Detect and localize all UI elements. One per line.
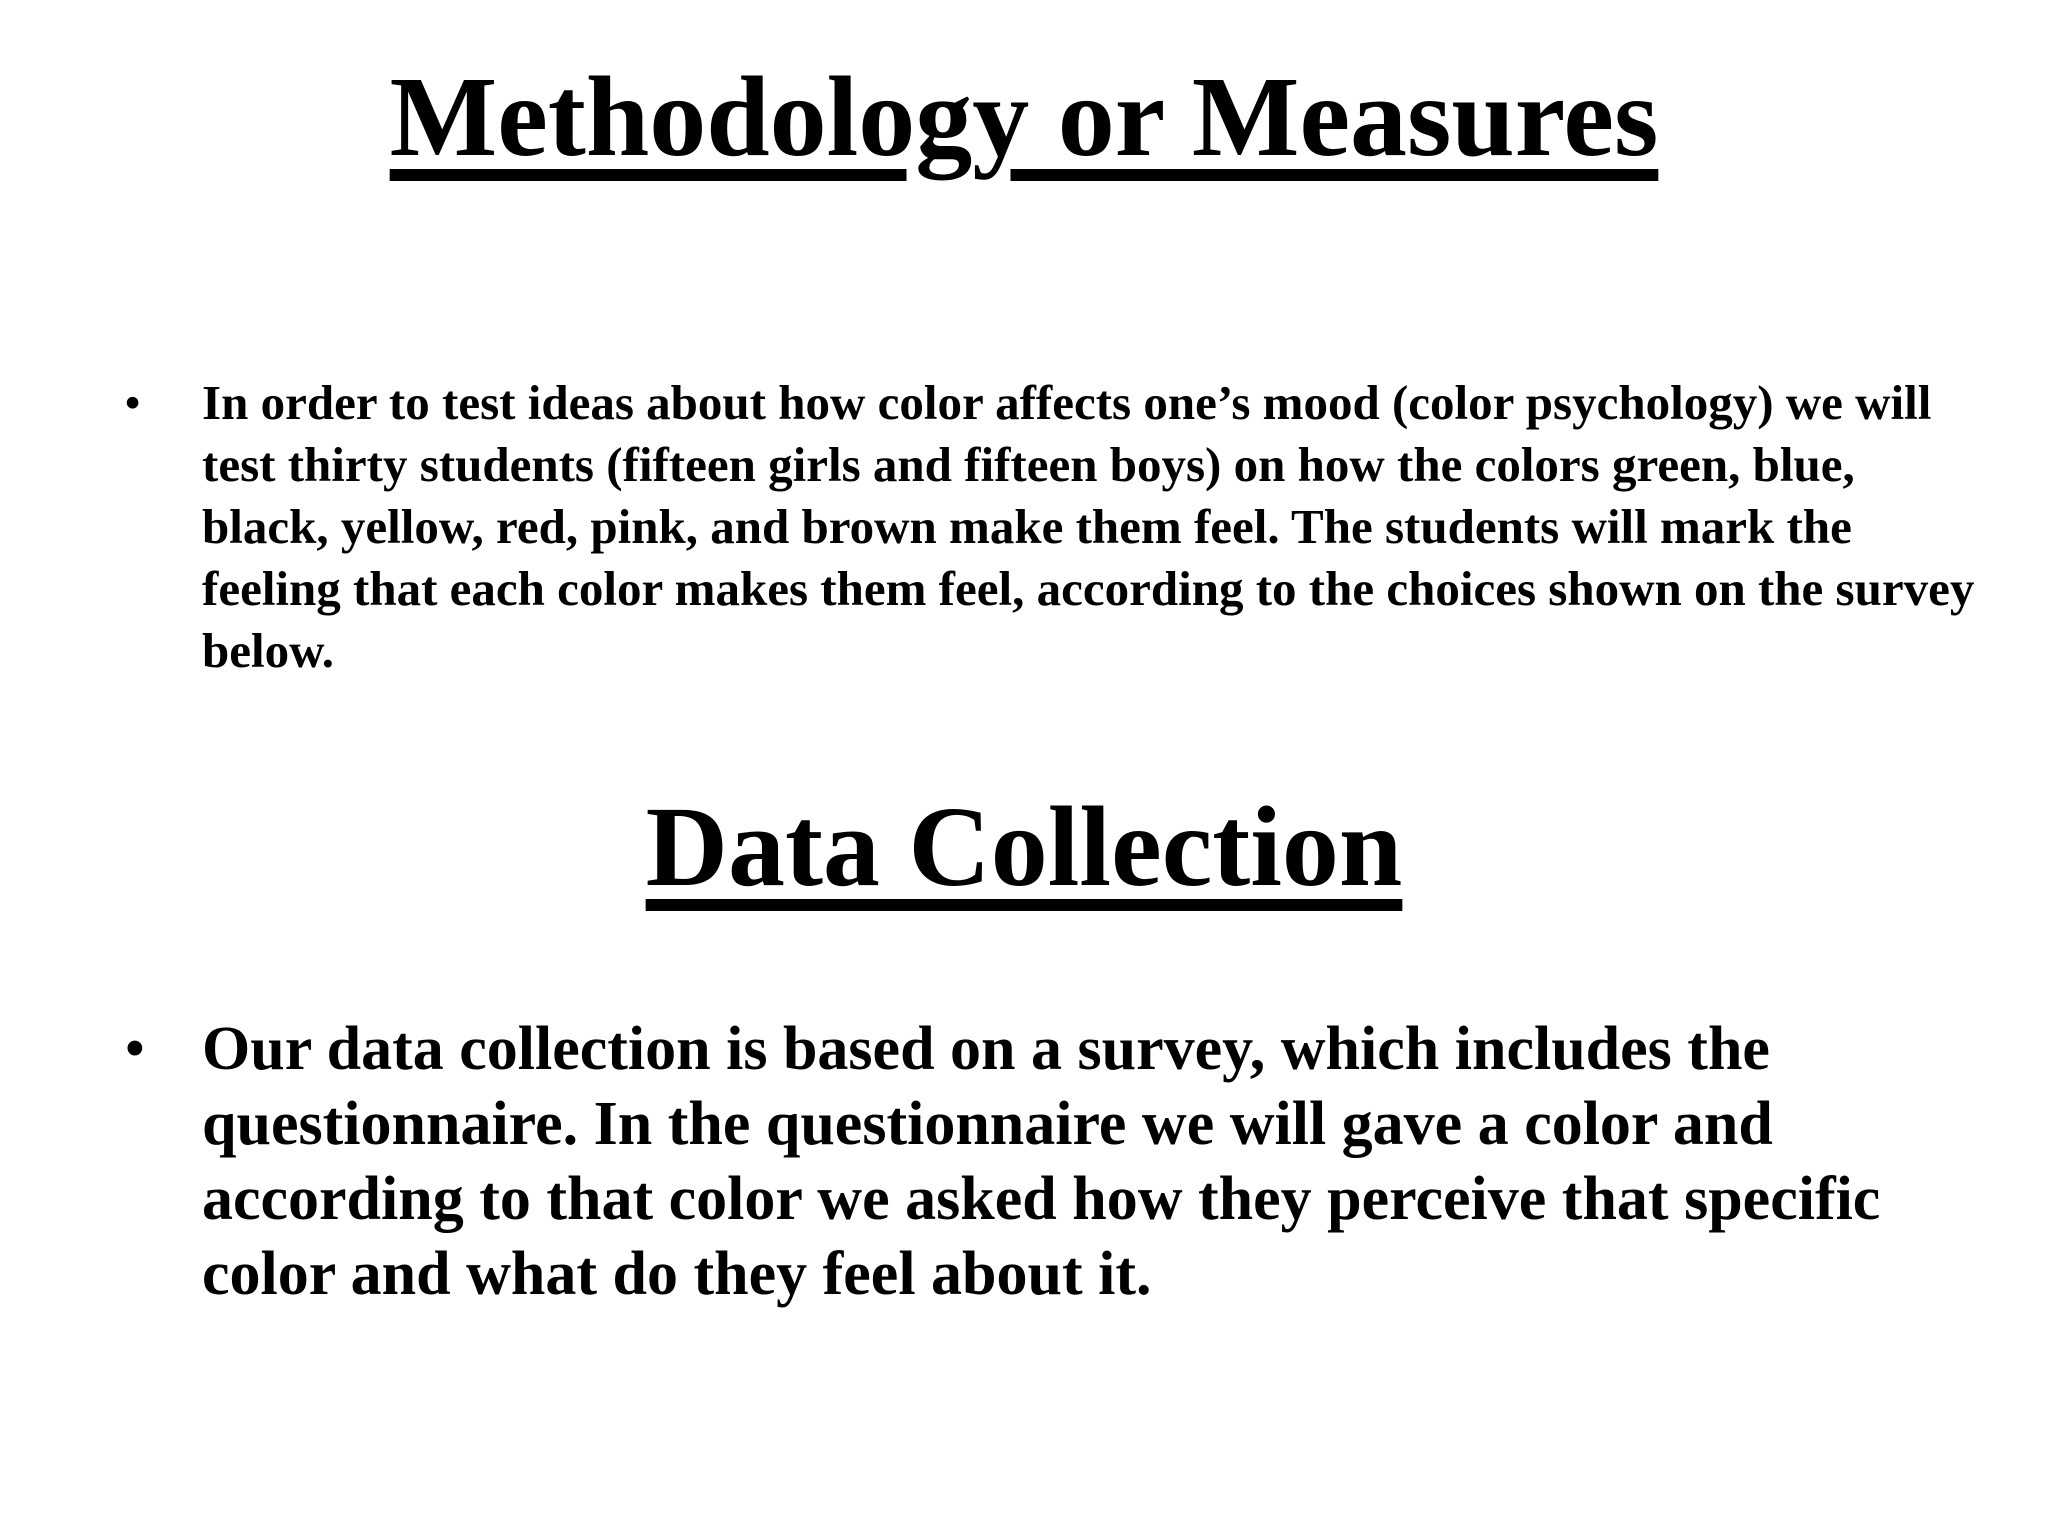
methodology-bullet bbox=[110, 372, 1982, 682]
methodology-bullet-text: In order to test ideas about how color affects one’s mood (color psychology) we will test thirty students (fifteen girls and fifteen boys) on how the colors green, blue, black, yellow, red, pink, and brown make them feel. The students will mark the feeling that each color makes them feel, according to the choices shown on the survey below. bbox=[202, 375, 1975, 678]
data-collection-bullet-text: Our data collection is based on a survey, which includes the questionnaire. In the questionnaire we will gave a color and according to that color we asked how they perceive that specific color and what do they feel about it. bbox=[202, 1015, 1881, 1308]
bullet-point-icon: • bbox=[124, 1015, 146, 1083]
data-collection-bullet bbox=[110, 1012, 1982, 1312]
methodology-heading: Methodology or Measures bbox=[389, 53, 1659, 180]
bullet-point-icon: • bbox=[124, 375, 142, 430]
data-collection-heading: Data Collection bbox=[645, 783, 1403, 910]
